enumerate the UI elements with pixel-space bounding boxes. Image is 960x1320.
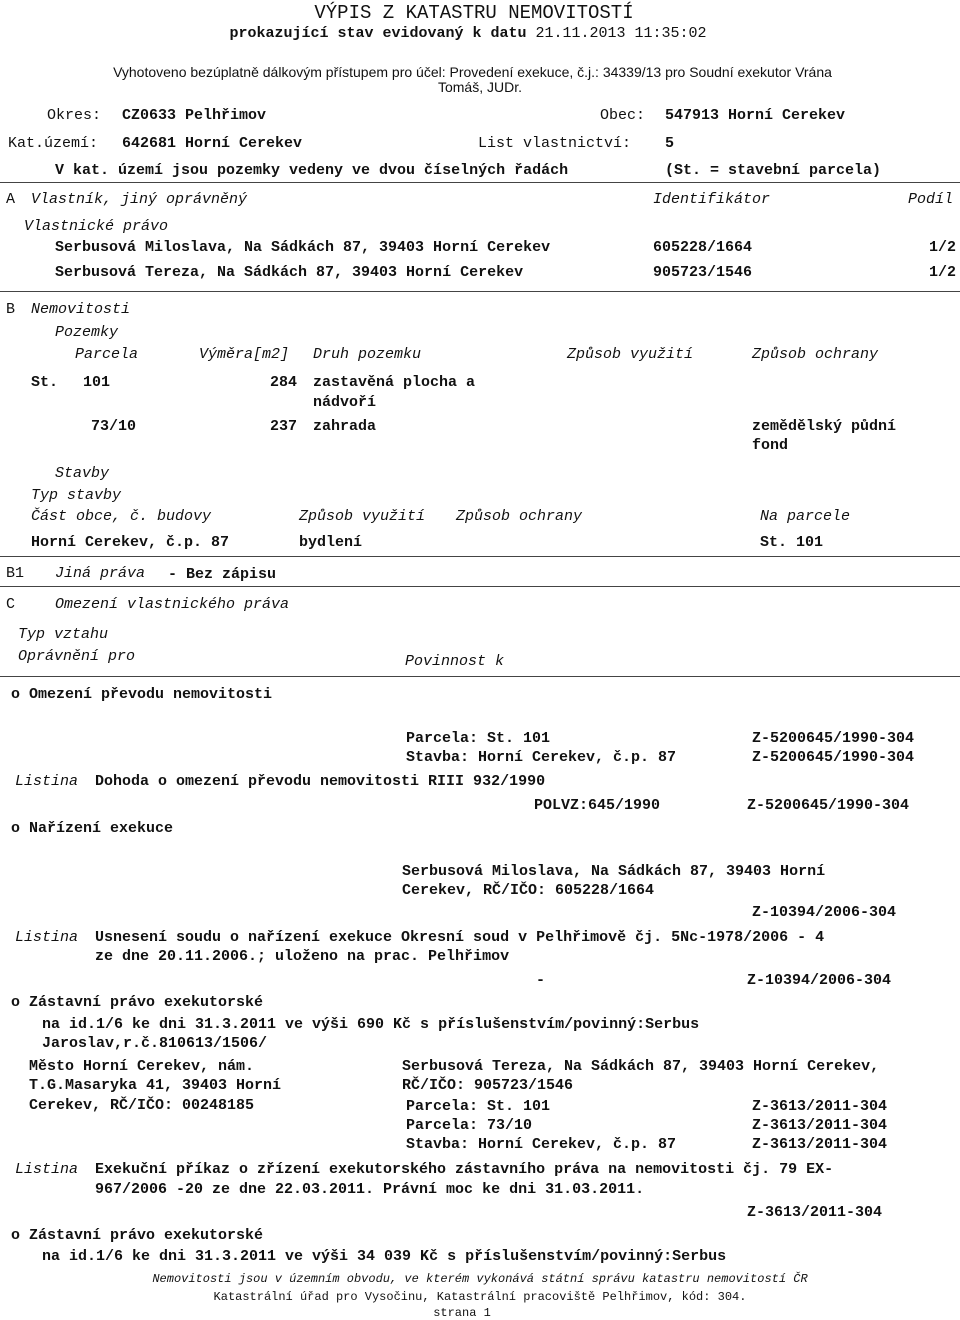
entry-record-number: Z-3613/2011-304 bbox=[752, 1136, 888, 1153]
document-subtitle bbox=[0, 25, 936, 42]
entry-record-number: Z-5200645/1990-304 bbox=[752, 749, 915, 766]
divider bbox=[0, 676, 960, 677]
subtitle-date: 21.11.2013 11:35:02 bbox=[535, 25, 707, 42]
section-a-letter: A bbox=[6, 191, 16, 208]
listina-label: Listina bbox=[15, 773, 79, 790]
entry-debtor-cont: RČ/IČO: 905723/1546 bbox=[402, 1077, 574, 1094]
stavby-heading: Stavby bbox=[55, 465, 110, 482]
col-parcela: Parcela bbox=[75, 346, 139, 363]
parcel-type: zahrada bbox=[313, 418, 377, 435]
listina-text: Exekuční příkaz o zřízení exekutorského zástavního práva na nemovitosti čj. 79 EX- bbox=[95, 1161, 834, 1178]
entry-party-cont: Cerekev, RČ/IČO: 605228/1664 bbox=[402, 882, 655, 899]
subtitle-prefix: prokazující stav evidovaný k datu bbox=[229, 25, 527, 42]
purpose-note-line2: Tomáš, JUDr. bbox=[437, 79, 522, 95]
povinnost-heading: Povinnost k bbox=[405, 653, 505, 670]
owner-name: Serbusová Tereza, Na Sádkách 87, 39403 Horní Cerekev bbox=[55, 264, 524, 281]
katuz-value: 642681 Horní Cerekev bbox=[122, 135, 303, 152]
bullet-icon: o bbox=[11, 1227, 21, 1244]
bullet-icon: o bbox=[11, 994, 21, 1011]
entry-title: Zástavní právo exekutorské bbox=[29, 1227, 264, 1244]
entry-record-number: Z-3613/2011-304 bbox=[752, 1117, 888, 1134]
section-b1-value: - Bez zápisu bbox=[168, 566, 277, 583]
building-location: Horní Cerekev, č.p. 87 bbox=[31, 534, 230, 551]
typ-vztahu-heading: Typ vztahu bbox=[18, 626, 109, 643]
col-vymera: Výměra[m2] bbox=[199, 346, 290, 363]
entry-description-cont: Jaroslav,r.č.810613/1506/ bbox=[42, 1035, 268, 1052]
parcel-type: zastavěná plocha a bbox=[313, 374, 476, 391]
entry-record-number: Z-10394/2006-304 bbox=[747, 972, 892, 989]
listina-label: Listina bbox=[15, 1161, 79, 1178]
col-stavba-ochrana: Způsob ochrany bbox=[456, 508, 583, 525]
entry-record-number: Z-3613/2011-304 bbox=[747, 1204, 883, 1221]
parcel-series-note-2: (St. = stavební parcela) bbox=[665, 162, 882, 179]
parcel-area: 237 bbox=[270, 418, 298, 435]
section-b1-heading: Jiná práva bbox=[55, 565, 146, 582]
owner-share: 1/2 bbox=[928, 239, 956, 256]
lv-label: List vlastnictví: bbox=[478, 135, 632, 152]
entry-title: Zástavní právo exekutorské bbox=[29, 994, 264, 1011]
footer-office: Katastrální úřad pro Vysočinu, Katastrální pracoviště Pelhřimov, kód: 304. bbox=[213, 1290, 747, 1304]
col-podil: Podíl bbox=[908, 191, 954, 208]
entry-party: Serbusová Miloslava, Na Sádkách 87, 39403 Horní bbox=[402, 863, 826, 880]
col-cast-obce: Část obce, č. budovy bbox=[31, 508, 212, 525]
listina-text: Dohoda o omezení převodu nemovitosti RIII 932/1990 bbox=[95, 773, 546, 790]
entry-debtor: Serbusová Tereza, Na Sádkách 87, 39403 Horní Cerekev, bbox=[402, 1058, 880, 1075]
entry-record-number: Z-10394/2006-304 bbox=[752, 904, 897, 921]
entry-creditor-cont: Cerekev, RČ/IČO: 00248185 bbox=[29, 1097, 255, 1114]
listina-text: Usnesení soudu o nařízení exekuce Okresní soud v Pelhřimově čj. 5Nc-1978/2006 - 4 bbox=[95, 929, 825, 946]
col-stavba-vyuziti: Způsob využití bbox=[299, 508, 426, 525]
section-c-heading: Omezení vlastnického práva bbox=[55, 596, 290, 613]
entry-parcel: Parcela: St. 101 bbox=[406, 730, 551, 747]
section-b1-letter: B1 bbox=[6, 565, 25, 582]
parcel-number: 73/10 bbox=[91, 418, 137, 435]
entry-record-number: Z-5200645/1990-304 bbox=[752, 730, 915, 747]
okres-value: CZ0633 Pelhřimov bbox=[122, 107, 267, 124]
col-identifikator: Identifikátor bbox=[653, 191, 771, 208]
divider bbox=[0, 586, 960, 587]
owner-id: 905723/1546 bbox=[653, 264, 753, 281]
entry-polvz: POLVZ:645/1990 bbox=[534, 797, 661, 814]
footer-jurisdiction: Nemovitosti jsou v územním obvodu, ve kterém vykonává státní správu katastru nemovitostí ČR bbox=[152, 1272, 808, 1286]
owner-id: 605228/1664 bbox=[653, 239, 753, 256]
entry-record-number: Z-3613/2011-304 bbox=[752, 1098, 888, 1115]
page-number: strana 1 bbox=[433, 1306, 491, 1320]
col-na-parcele: Na parcele bbox=[760, 508, 851, 525]
divider bbox=[0, 182, 960, 183]
obec-value: 547913 Horní Cerekev bbox=[665, 107, 846, 124]
listina-text-cont: ze dne 20.11.2006.; uloženo na prac. Pelhřimov bbox=[95, 948, 510, 965]
owner-name: Serbusová Miloslava, Na Sádkách 87, 39403 Horní Cerekev bbox=[55, 239, 551, 256]
section-c-letter: C bbox=[6, 596, 16, 613]
opravneni-heading: Oprávnění pro bbox=[18, 648, 136, 665]
entry-building: Stavba: Horní Cerekev, č.p. 87 bbox=[406, 1136, 677, 1153]
col-druh: Druh pozemku bbox=[313, 346, 422, 363]
col-ochrana: Způsob ochrany bbox=[752, 346, 879, 363]
entry-parcel: Parcela: St. 101 bbox=[406, 1098, 551, 1115]
vlastnicke-pravo-heading: Vlastnické právo bbox=[24, 218, 169, 235]
document-title: VÝPIS Z KATASTRU NEMOVITOSTÍ bbox=[314, 2, 634, 24]
entry-description: na id.1/6 ke dni 31.3.2011 ve výši 690 Kč s příslušenstvím/povinný:Serbus bbox=[42, 1016, 700, 1033]
parcel-number: 101 bbox=[83, 374, 111, 391]
entry-record-number: Z-5200645/1990-304 bbox=[747, 797, 910, 814]
entry-title: Nařízení exekuce bbox=[29, 820, 174, 837]
divider bbox=[0, 556, 960, 557]
listina-text-cont: 967/2006 -20 ze dne 22.03.2011. Právní moc ke dni 31.03.2011. bbox=[95, 1181, 645, 1198]
entry-building: Stavba: Horní Cerekev, č.p. 87 bbox=[406, 749, 677, 766]
entry-dash: - bbox=[536, 972, 546, 989]
entry-creditor-cont: T.G.Masaryka 41, 39403 Horní bbox=[29, 1077, 282, 1094]
parcel-protection-cont: fond bbox=[752, 437, 789, 454]
listina-label: Listina bbox=[15, 929, 79, 946]
katuz-label: Kat.území: bbox=[8, 135, 99, 152]
owner-share: 1/2 bbox=[928, 264, 956, 281]
entry-title: Omezení převodu nemovitosti bbox=[29, 686, 273, 703]
section-a-heading: Vlastník, jiný oprávněný bbox=[31, 191, 248, 208]
parcel-protection: zemědělský půdní bbox=[752, 418, 897, 435]
obec-label: Obec: bbox=[600, 107, 646, 124]
typ-stavby-heading: Typ stavby bbox=[31, 487, 122, 504]
building-parcel: St. 101 bbox=[760, 534, 824, 551]
entry-creditor: Město Horní Cerekev, nám. bbox=[29, 1058, 255, 1075]
parcel-series-note: V kat. území jsou pozemky vedeny ve dvou číselných řadách bbox=[55, 162, 569, 179]
section-b-heading: Nemovitosti bbox=[31, 301, 131, 318]
col-vyuziti: Způsob využití bbox=[567, 346, 694, 363]
bullet-icon: o bbox=[11, 686, 21, 703]
lv-value: 5 bbox=[665, 135, 675, 152]
parcel-type-cont: nádvoří bbox=[313, 394, 377, 411]
parcel-area: 284 bbox=[270, 374, 298, 391]
bullet-icon: o bbox=[11, 820, 21, 837]
pozemky-heading: Pozemky bbox=[55, 324, 119, 341]
building-use: bydlení bbox=[299, 534, 363, 551]
parcel-prefix: St. bbox=[31, 374, 59, 391]
divider bbox=[0, 291, 960, 292]
okres-label: Okres: bbox=[47, 107, 102, 124]
entry-description: na id.1/6 ke dni 31.3.2011 ve výši 34 039 Kč s příslušenstvím/povinný:Serbus bbox=[42, 1248, 727, 1265]
entry-parcel: Parcela: 73/10 bbox=[406, 1117, 533, 1134]
section-b-letter: B bbox=[6, 301, 16, 318]
purpose-note-line1: Vyhotoveno bezúplatně dálkovým přístupem pro účel: Provedení exekuce, č.j.: 34339/13 pro Soudní exekutor Vrána bbox=[113, 64, 832, 80]
